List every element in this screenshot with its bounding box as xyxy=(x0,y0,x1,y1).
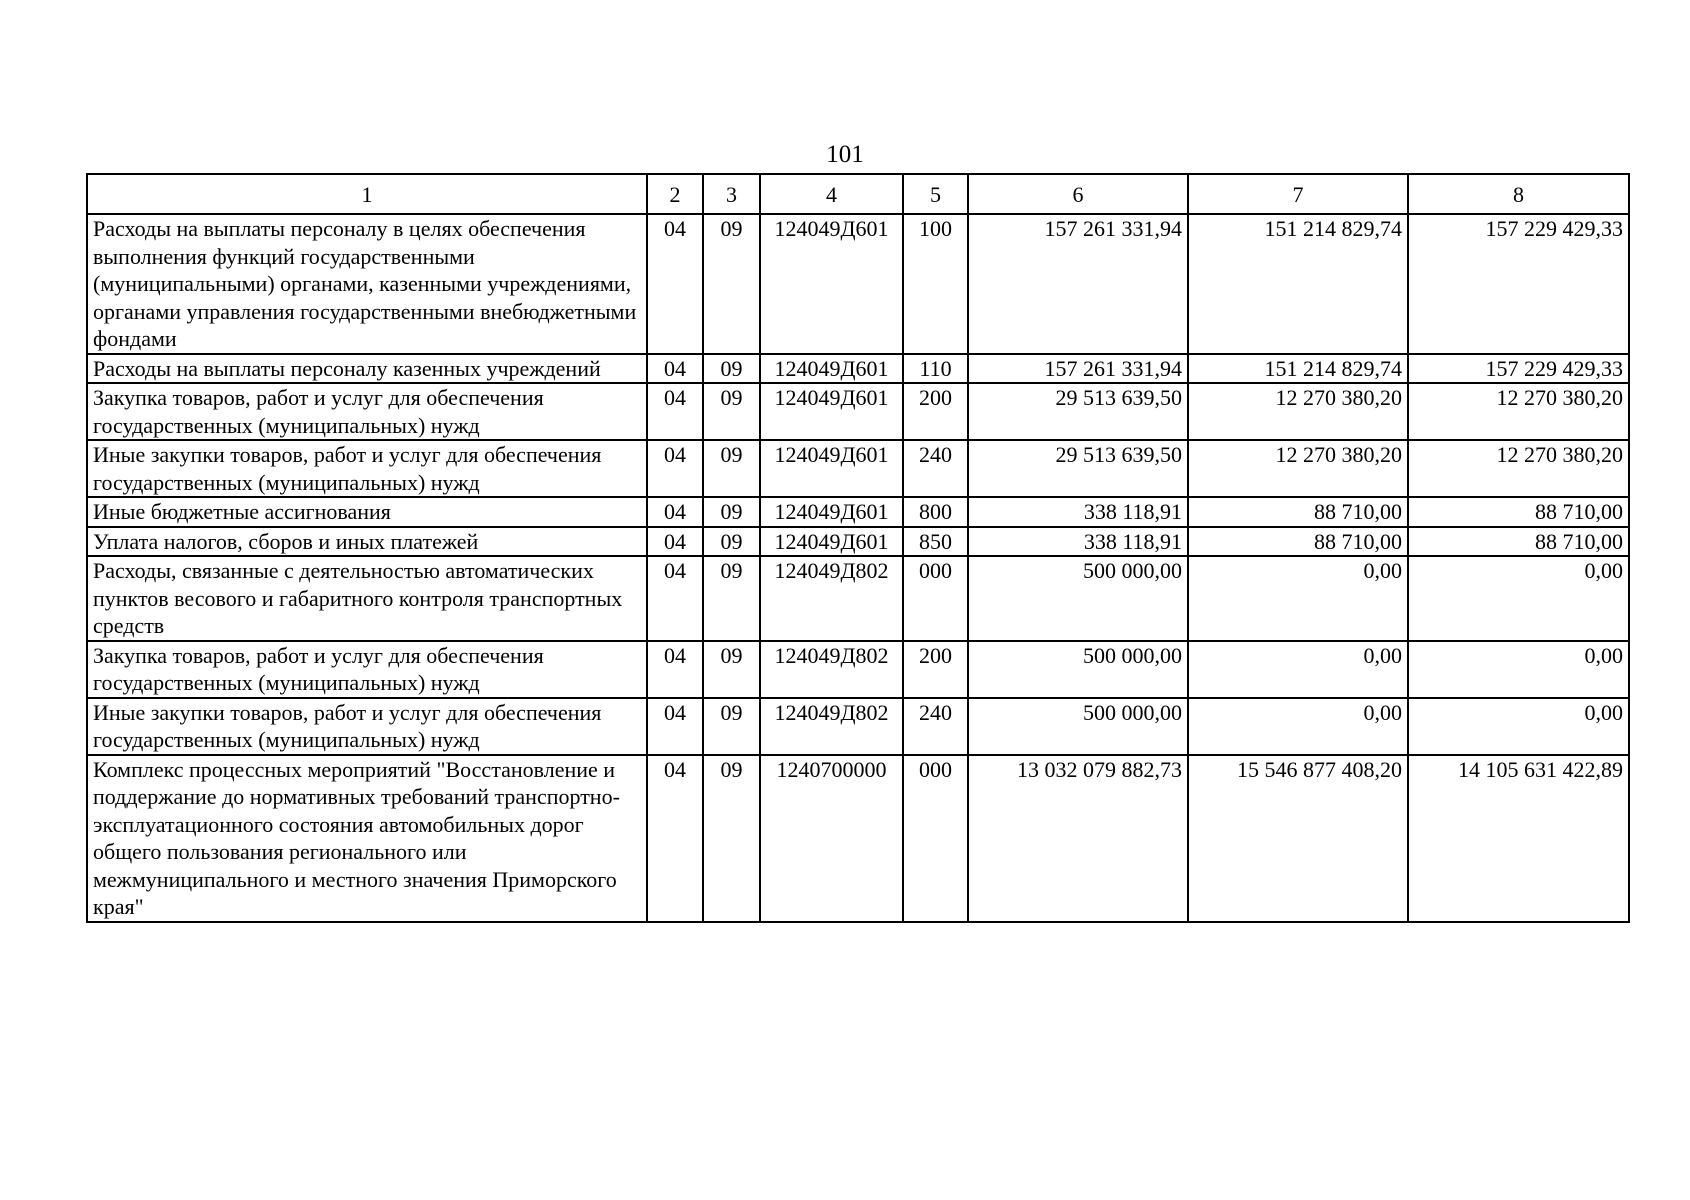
amount-col8: 157 229 429,33 xyxy=(1408,214,1629,354)
expense-type-code: 240 xyxy=(903,698,968,755)
subsection-code: 09 xyxy=(703,214,760,354)
expense-name: Иные бюджетные ассигнования xyxy=(87,497,647,527)
amount-col6: 338 118,91 xyxy=(968,497,1188,527)
subsection-code: 09 xyxy=(703,527,760,557)
table-row xyxy=(87,527,1629,557)
target-article-code: 124049Д601 xyxy=(760,383,903,440)
amount-col8: 0,00 xyxy=(1408,556,1629,641)
amount-col8: 88 710,00 xyxy=(1408,497,1629,527)
amount-col7: 12 270 380,20 xyxy=(1188,440,1408,497)
expense-name: Расходы на выплаты персоналу казенных учреждений xyxy=(87,354,647,384)
section-code: 04 xyxy=(647,698,703,755)
expense-type-code: 100 xyxy=(903,214,968,354)
expense-name: Расходы, связанные с деятельностью автоматических пунктов весового и габаритного контроля транспортных средств xyxy=(87,556,647,641)
table-row xyxy=(87,440,1629,497)
amount-col8: 0,00 xyxy=(1408,641,1629,698)
subsection-code: 09 xyxy=(703,497,760,527)
target-article-code: 124049Д802 xyxy=(760,698,903,755)
subsection-code: 09 xyxy=(703,383,760,440)
target-article-code: 124049Д601 xyxy=(760,354,903,384)
target-article-code: 124049Д601 xyxy=(760,440,903,497)
amount-col7: 151 214 829,74 xyxy=(1188,354,1408,384)
amount-col7: 0,00 xyxy=(1188,556,1408,641)
expense-name: Комплекс процессных мероприятий "Восстановление и поддержание до нормативных требований транспортно-эксплуатационного состояния автомобильных дорог общего пользования регионального или межмуниципального и местного значения Приморского края" xyxy=(87,755,647,922)
target-article-code: 124049Д601 xyxy=(760,527,903,557)
amount-col6: 29 513 639,50 xyxy=(968,383,1188,440)
target-article-code: 124049Д601 xyxy=(760,497,903,527)
column-header: 5 xyxy=(903,174,968,214)
amount-col6: 500 000,00 xyxy=(968,641,1188,698)
amount-col8: 14 105 631 422,89 xyxy=(1408,755,1629,922)
column-header: 4 xyxy=(760,174,903,214)
expense-name: Уплата налогов, сборов и иных платежей xyxy=(87,527,647,557)
amount-col8: 12 270 380,20 xyxy=(1408,383,1629,440)
amount-col7: 151 214 829,74 xyxy=(1188,214,1408,354)
target-article-code: 124049Д601 xyxy=(760,214,903,354)
amount-col7: 15 546 877 408,20 xyxy=(1188,755,1408,922)
column-header: 6 xyxy=(968,174,1188,214)
subsection-code: 09 xyxy=(703,440,760,497)
target-article-code: 124049Д802 xyxy=(760,556,903,641)
table-row xyxy=(87,354,1629,384)
subsection-code: 09 xyxy=(703,755,760,922)
section-code: 04 xyxy=(647,354,703,384)
section-code: 04 xyxy=(647,440,703,497)
expense-name: Иные закупки товаров, работ и услуг для обеспечения государственных (муниципальных) нужд xyxy=(87,440,647,497)
table-row xyxy=(87,641,1629,698)
section-code: 04 xyxy=(647,556,703,641)
expense-type-code: 000 xyxy=(903,556,968,641)
table-row xyxy=(87,214,1629,354)
budget-table xyxy=(86,173,1630,923)
column-header: 1 xyxy=(87,174,647,214)
subsection-code: 09 xyxy=(703,641,760,698)
amount-col6: 500 000,00 xyxy=(968,556,1188,641)
expense-type-code: 000 xyxy=(903,755,968,922)
expense-type-code: 110 xyxy=(903,354,968,384)
section-code: 04 xyxy=(647,214,703,354)
section-code: 04 xyxy=(647,641,703,698)
amount-col6: 157 261 331,94 xyxy=(968,354,1188,384)
expense-name: Закупка товаров, работ и услуг для обеспечения государственных (муниципальных) нужд xyxy=(87,641,647,698)
column-header: 2 xyxy=(647,174,703,214)
amount-col7: 12 270 380,20 xyxy=(1188,383,1408,440)
expense-type-code: 240 xyxy=(903,440,968,497)
amount-col6: 29 513 639,50 xyxy=(968,440,1188,497)
expense-type-code: 850 xyxy=(903,527,968,557)
expense-type-code: 200 xyxy=(903,641,968,698)
subsection-code: 09 xyxy=(703,556,760,641)
amount-col7: 0,00 xyxy=(1188,698,1408,755)
expense-type-code: 200 xyxy=(903,383,968,440)
amount-col8: 157 229 429,33 xyxy=(1408,354,1629,384)
subsection-code: 09 xyxy=(703,354,760,384)
amount-col6: 338 118,91 xyxy=(968,527,1188,557)
table-row xyxy=(87,383,1629,440)
expense-name: Иные закупки товаров, работ и услуг для обеспечения государственных (муниципальных) нужд xyxy=(87,698,647,755)
target-article-code: 1240700000 xyxy=(760,755,903,922)
amount-col8: 88 710,00 xyxy=(1408,527,1629,557)
section-code: 04 xyxy=(647,527,703,557)
amount-col6: 500 000,00 xyxy=(968,698,1188,755)
expense-type-code: 800 xyxy=(903,497,968,527)
target-article-code: 124049Д802 xyxy=(760,641,903,698)
column-header: 8 xyxy=(1408,174,1629,214)
subsection-code: 09 xyxy=(703,698,760,755)
table-header-row xyxy=(87,174,1629,214)
section-code: 04 xyxy=(647,383,703,440)
section-code: 04 xyxy=(647,497,703,527)
expense-name: Расходы на выплаты персоналу в целях обеспечения выполнения функций государственными (муниципальными) органами, казенными учреждениями, органами управления государственными внебюджетными фондами xyxy=(87,214,647,354)
page-number: 101 xyxy=(826,141,864,168)
amount-col8: 0,00 xyxy=(1408,698,1629,755)
column-header: 7 xyxy=(1188,174,1408,214)
column-header: 3 xyxy=(703,174,760,214)
amount-col7: 88 710,00 xyxy=(1188,497,1408,527)
amount-col8: 12 270 380,20 xyxy=(1408,440,1629,497)
amount-col7: 88 710,00 xyxy=(1188,527,1408,557)
amount-col6: 13 032 079 882,73 xyxy=(968,755,1188,922)
section-code: 04 xyxy=(647,755,703,922)
table-row xyxy=(87,556,1629,641)
amount-col7: 0,00 xyxy=(1188,641,1408,698)
expense-name: Закупка товаров, работ и услуг для обеспечения государственных (муниципальных) нужд xyxy=(87,383,647,440)
table-row xyxy=(87,698,1629,755)
table-row xyxy=(87,497,1629,527)
table-row xyxy=(87,755,1629,922)
amount-col6: 157 261 331,94 xyxy=(968,214,1188,354)
